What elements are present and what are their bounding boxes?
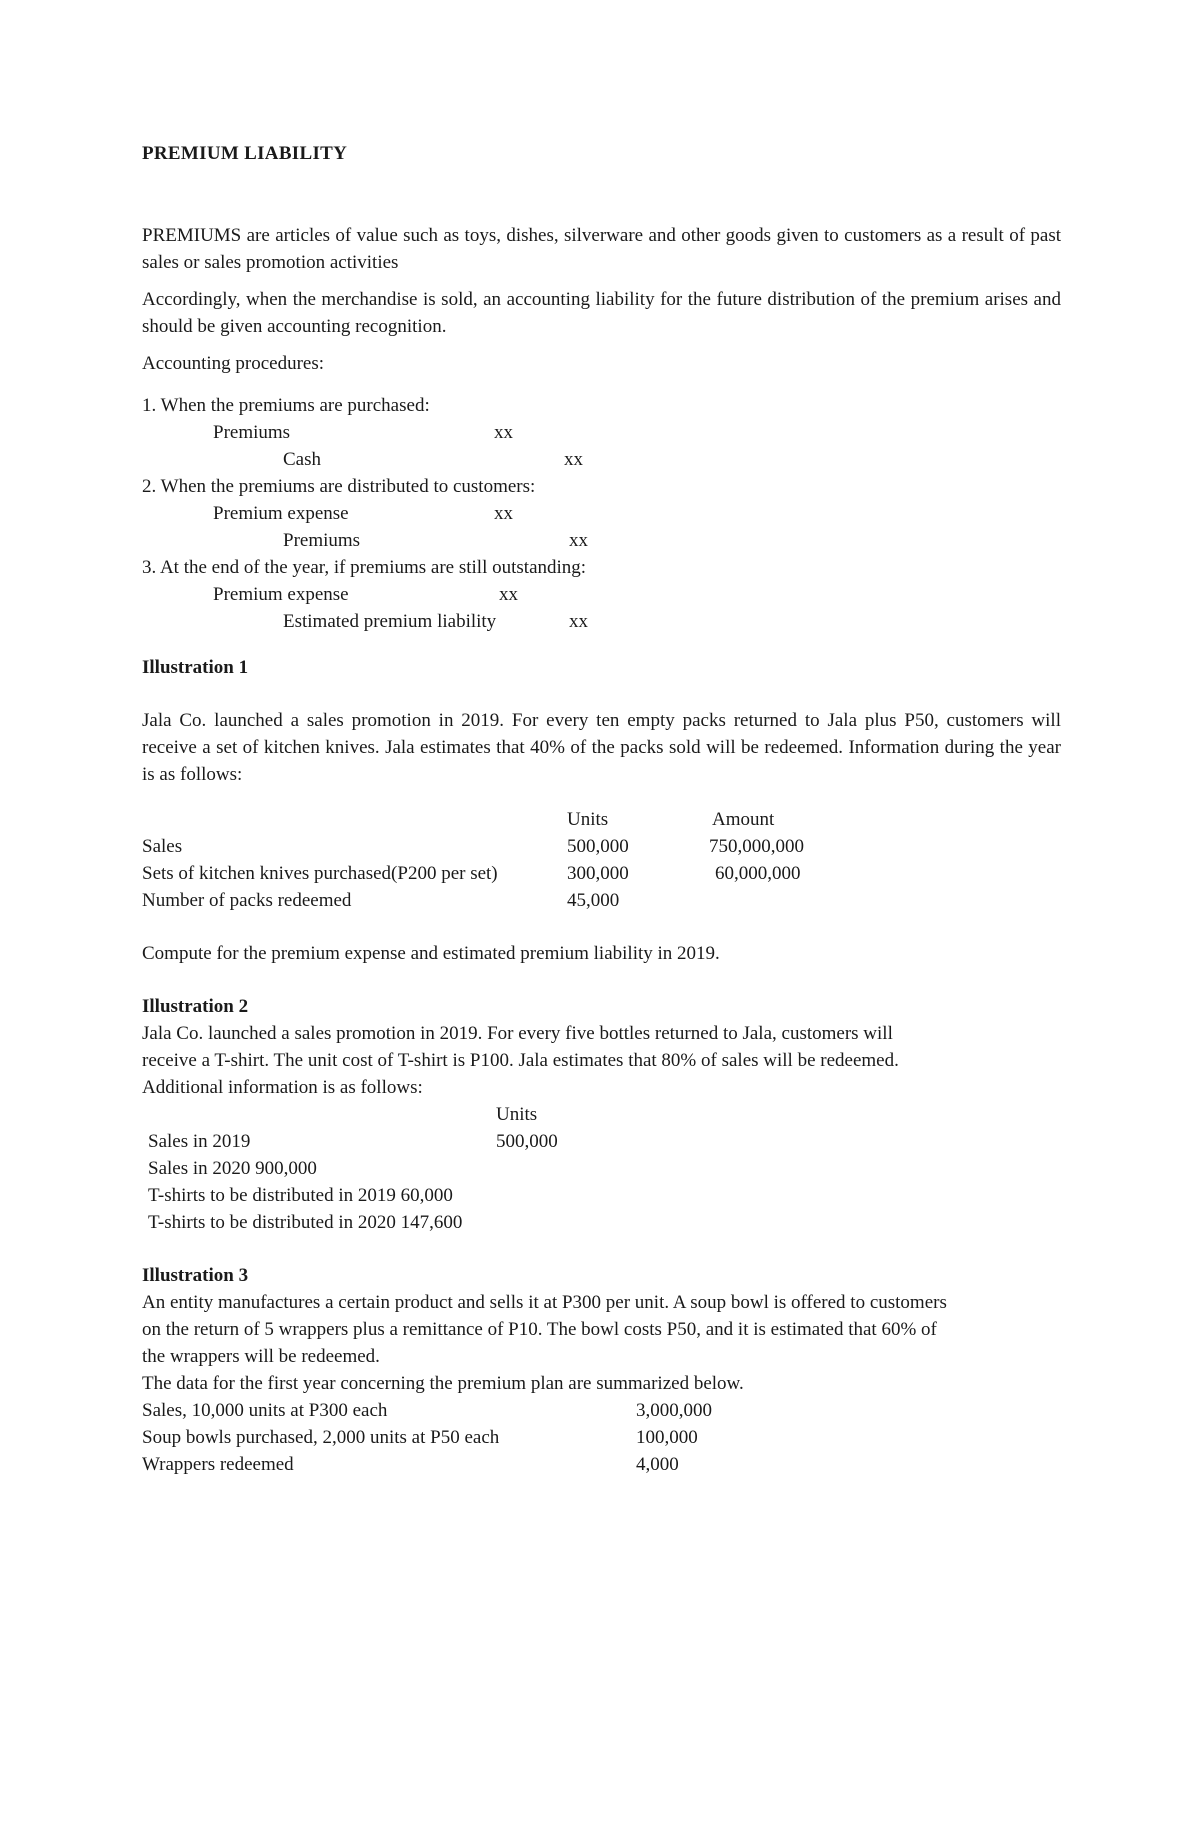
credit-amount: xx [569,611,588,632]
credit-account: Cash [283,449,321,470]
table-row [142,1397,1061,1424]
row-units: 300,000 [567,863,629,884]
table-row [142,1182,1061,1209]
procedure-list [142,392,1061,635]
illustration-2-line: Additional information is as follows: [142,1077,423,1098]
procedure-step-3 [142,554,1061,581]
table-row [142,860,1061,887]
table-row [142,833,1061,860]
row-label: Wrappers redeemed [142,1454,294,1475]
illustration-1-text: Jala Co. launched a sales promotion in 2019. For every ten empty packs returned to Jala plus P50, customers will receive a set of kitchen knives. Jala estimates that 40% of the packs sold will be redeemed. Information during the year is as follows: [142,710,1061,785]
illustration-3-line: on the return of 5 wrappers plus a remittance of P10. The bowl costs P50, and it is estimated that 60% of [142,1319,937,1340]
debit-amount: xx [494,422,513,443]
amount-column-header: Amount [712,809,775,830]
illustration-2-heading: Illustration 2 [142,996,249,1017]
row-units: 500,000 [567,836,629,857]
journal-credit-row [142,446,1061,473]
units-column-header: Units [496,1104,538,1125]
procedure-step-1 [142,392,1061,419]
illustration-3-line: An entity manufactures a certain product and sells it at P300 per unit. A soup bowl is offered to customers [142,1292,947,1313]
table-row [142,1424,1061,1451]
illustration-3-line: The data for the first year concerning the premium plan are summarized below. [142,1373,744,1394]
illustration-3-heading: Illustration 3 [142,1265,249,1286]
debit-account: Premium expense [213,584,349,605]
page-title: PREMIUM LIABILITY [142,143,348,164]
row-label: Sets of kitchen knives purchased(P200 per set) [142,863,498,884]
credit-account: Estimated premium liability [283,611,497,632]
debit-amount: xx [494,503,513,524]
debit-account: Premium expense [213,503,349,524]
intro-paragraph-1: PREMIUMS are articles of value such as toys, dishes, silverware and other goods given to customers as a result of past sales or sales promotion activities [142,225,1061,273]
row-value: 100,000 [636,1427,698,1448]
document-content [142,140,1061,1478]
illustration-2-table [142,1101,1061,1236]
credit-account: Premiums [283,530,361,551]
journal-debit-row [142,419,1061,446]
journal-credit-row [142,608,1061,635]
journal-debit-row [142,500,1061,527]
row-units: 500,000 [496,1131,558,1152]
intro-paragraph-3: Accounting procedures: [142,353,325,374]
illustration-3-table [142,1397,1061,1478]
row-units: 45,000 [567,890,620,911]
row-label: Sales in 2019 [148,1131,251,1152]
procedure-step-2 [142,473,1061,500]
credit-amount: xx [564,449,583,470]
table-row [142,1451,1061,1478]
row-label: Sales [142,836,183,857]
table-row [142,887,1061,914]
table-row [142,1128,1061,1155]
intro-paragraph-2: Accordingly, when the merchandise is sold, an accounting liability for the future distribution of the premium arises and should be given accounting recognition. [142,289,1061,337]
illustration-1-table [142,806,1061,914]
illustration-3-line: the wrappers will be redeemed. [142,1346,380,1367]
table-row [142,1155,1061,1182]
row-value: 3,000,000 [636,1400,712,1421]
illustration-1-heading: Illustration 1 [142,657,249,678]
procedure-step-text: 3. At the end of the year, if premiums are still outstanding: [142,557,587,578]
units-column-header: Units [567,809,609,830]
row-label: T-shirts to be distributed in 2019 60,000 [148,1185,453,1206]
journal-credit-row [142,527,1061,554]
row-value: 4,000 [636,1454,679,1475]
debit-account: Premiums [213,422,291,443]
row-label: T-shirts to be distributed in 2020 147,600 [148,1212,463,1233]
row-label: Number of packs redeemed [142,890,352,911]
row-label: Sales, 10,000 units at P300 each [142,1400,388,1421]
table-header-row [142,806,1061,833]
credit-amount: xx [569,530,588,551]
procedure-step-text: 1. When the premiums are purchased: [142,395,430,416]
illustration-2-line: Jala Co. launched a sales promotion in 2019. For every five bottles returned to Jala, customers will [142,1023,893,1044]
journal-debit-row [142,581,1061,608]
illustration-2-line: receive a T-shirt. The unit cost of T-shirt is P100. Jala estimates that 80% of sales will be redeemed. [142,1050,899,1071]
row-amount: 60,000,000 [715,863,801,884]
debit-amount: xx [499,584,518,605]
procedure-step-text: 2. When the premiums are distributed to customers: [142,476,536,497]
row-label: Soup bowls purchased, 2,000 units at P50 each [142,1427,500,1448]
illustration-1-question: Compute for the premium expense and estimated premium liability in 2019. [142,943,720,964]
table-header-row [142,1101,1061,1128]
row-label: Sales in 2020 900,000 [148,1158,317,1179]
table-row [142,1209,1061,1236]
row-amount: 750,000,000 [709,836,804,857]
